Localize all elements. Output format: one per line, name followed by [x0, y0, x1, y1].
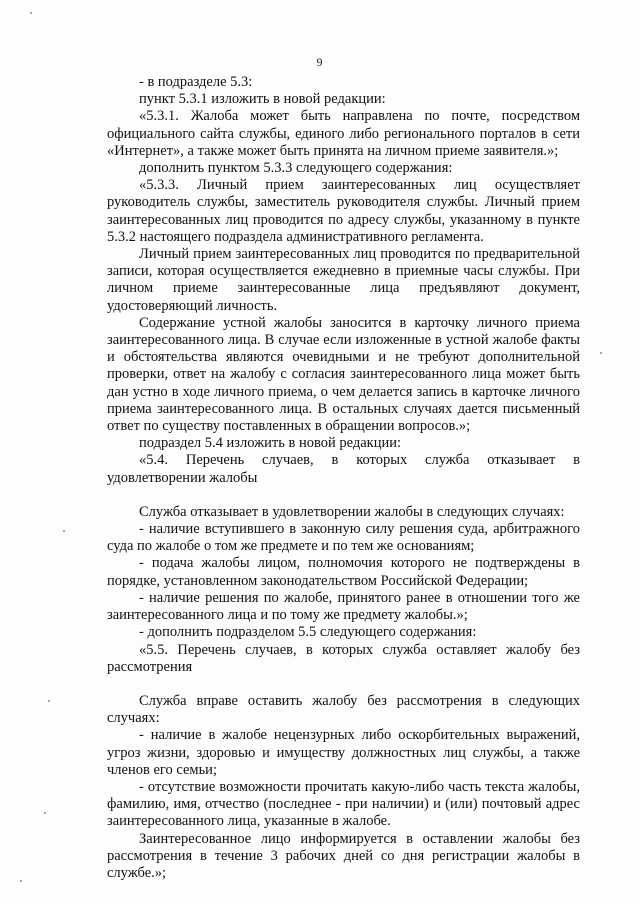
document-body: [107, 74, 580, 882]
paragraph-14: - дополнить подразделом 5.5 следующего содержания:: [139, 624, 477, 641]
scan-speck: [63, 530, 65, 532]
spacer: [107, 487, 580, 504]
paragraph-11: - наличие вступившего в законную силу решения суда, арбитражного суда по жалобе о том же предмете и по тем же основаниям;: [107, 521, 580, 555]
paragraph-4: дополнить пунктом 5.3.3 следующего содержания:: [139, 160, 453, 177]
paragraph-6: Личный прием заинтересованных лиц проводится по предварительной записи, которая осуществляется ежедневно в приемные часы службы. При личном приеме заинтересованные лица предъявляют документ, удостоверяющий личность.: [107, 246, 580, 314]
scan-speck: [600, 352, 602, 354]
paragraph-10: Служба отказывает в удовлетворении жалобы в следующих случаях:: [139, 503, 565, 520]
paragraph-19: Заинтересованное лицо информируется в оставлении жалобы без рассмотрения в течение 3 рабочих дней со дня регистрации жалобы в службе.»;: [107, 830, 580, 881]
paragraph-13: - наличие решения по жалобе, принятого ранее в отношении того же заинтересованного лица и по тому же предмету жалобы.»;: [107, 589, 580, 624]
scan-speck: [20, 880, 22, 882]
paragraph-5: «5.3.3. Личный прием заинтересованных лиц осуществляет руководитель службы, заместитель руководителя службы. Личный прием заинтересованных лиц проводится по адресу службы, указанному в пункте 5.3.2 настоящего подраздела административного регламента.: [107, 177, 580, 245]
paragraph-2: пункт 5.3.1 изложить в новой редакции:: [139, 91, 386, 108]
paragraph-15: «5.5. Перечень случаев, в которых служба оставляет жалобу без рассмотрения: [107, 641, 580, 675]
paragraph-12: - подача жалобы лицом, полномочия которого не подтверждены в порядке, установленном законодательством Российской Федерации;: [107, 555, 580, 589]
page-number: 9: [316, 55, 323, 69]
spacer: [107, 676, 580, 693]
paragraph-3: «5.3.1. Жалоба может быть направлена по почте, посредством официального сайта службы, единого либо регионального порталов в сети «Интернет», а также может быть принята на личном приеме заявителя.»;: [107, 108, 580, 159]
paragraph-16: Служба вправе оставить жалобу без рассмотрения в следующих случаях:: [107, 692, 580, 727]
paragraph-1: - в подразделе 5.3:: [139, 74, 253, 90]
scan-speck: [44, 812, 46, 814]
paragraph-9: «5.4. Перечень случаев, в которых служба отказывает в удовлетворении жалобы: [107, 452, 580, 486]
paragraph-18: - отсутствие возможности прочитать какую-либо часть текста жалобы, фамилию, имя, отчество (последнее - при наличии) и (или) почтовый адрес заинтересованного лица, указанные в жалобе.: [107, 778, 580, 830]
scan-speck: [48, 700, 50, 702]
scan-speck: [30, 12, 32, 14]
paragraph-17: - наличие в жалобе нецензурных либо оскорбительных выражений, угроз жизни, здоровью и имуществу должностных лиц службы, а также членов его семьи;: [107, 727, 580, 778]
paragraph-8: подраздел 5.4 изложить в новой редакции:: [139, 435, 402, 452]
paragraph-7: Содержание устной жалобы заносится в карточку личного приема заинтересованного лица. В случае если изложенные в устной жалобе факты и обстоятельства являются очевидными и не требуют дополнительной проверки, ответ на жалобу с согласия заинтересованного лица может быть дан устно в ходе личного приема, о чем делается запись в карточке личного приема заинтересованного лица. В остальных случаях дается письменный ответ по существу поставленных в обращении вопросов.»;: [107, 314, 580, 435]
